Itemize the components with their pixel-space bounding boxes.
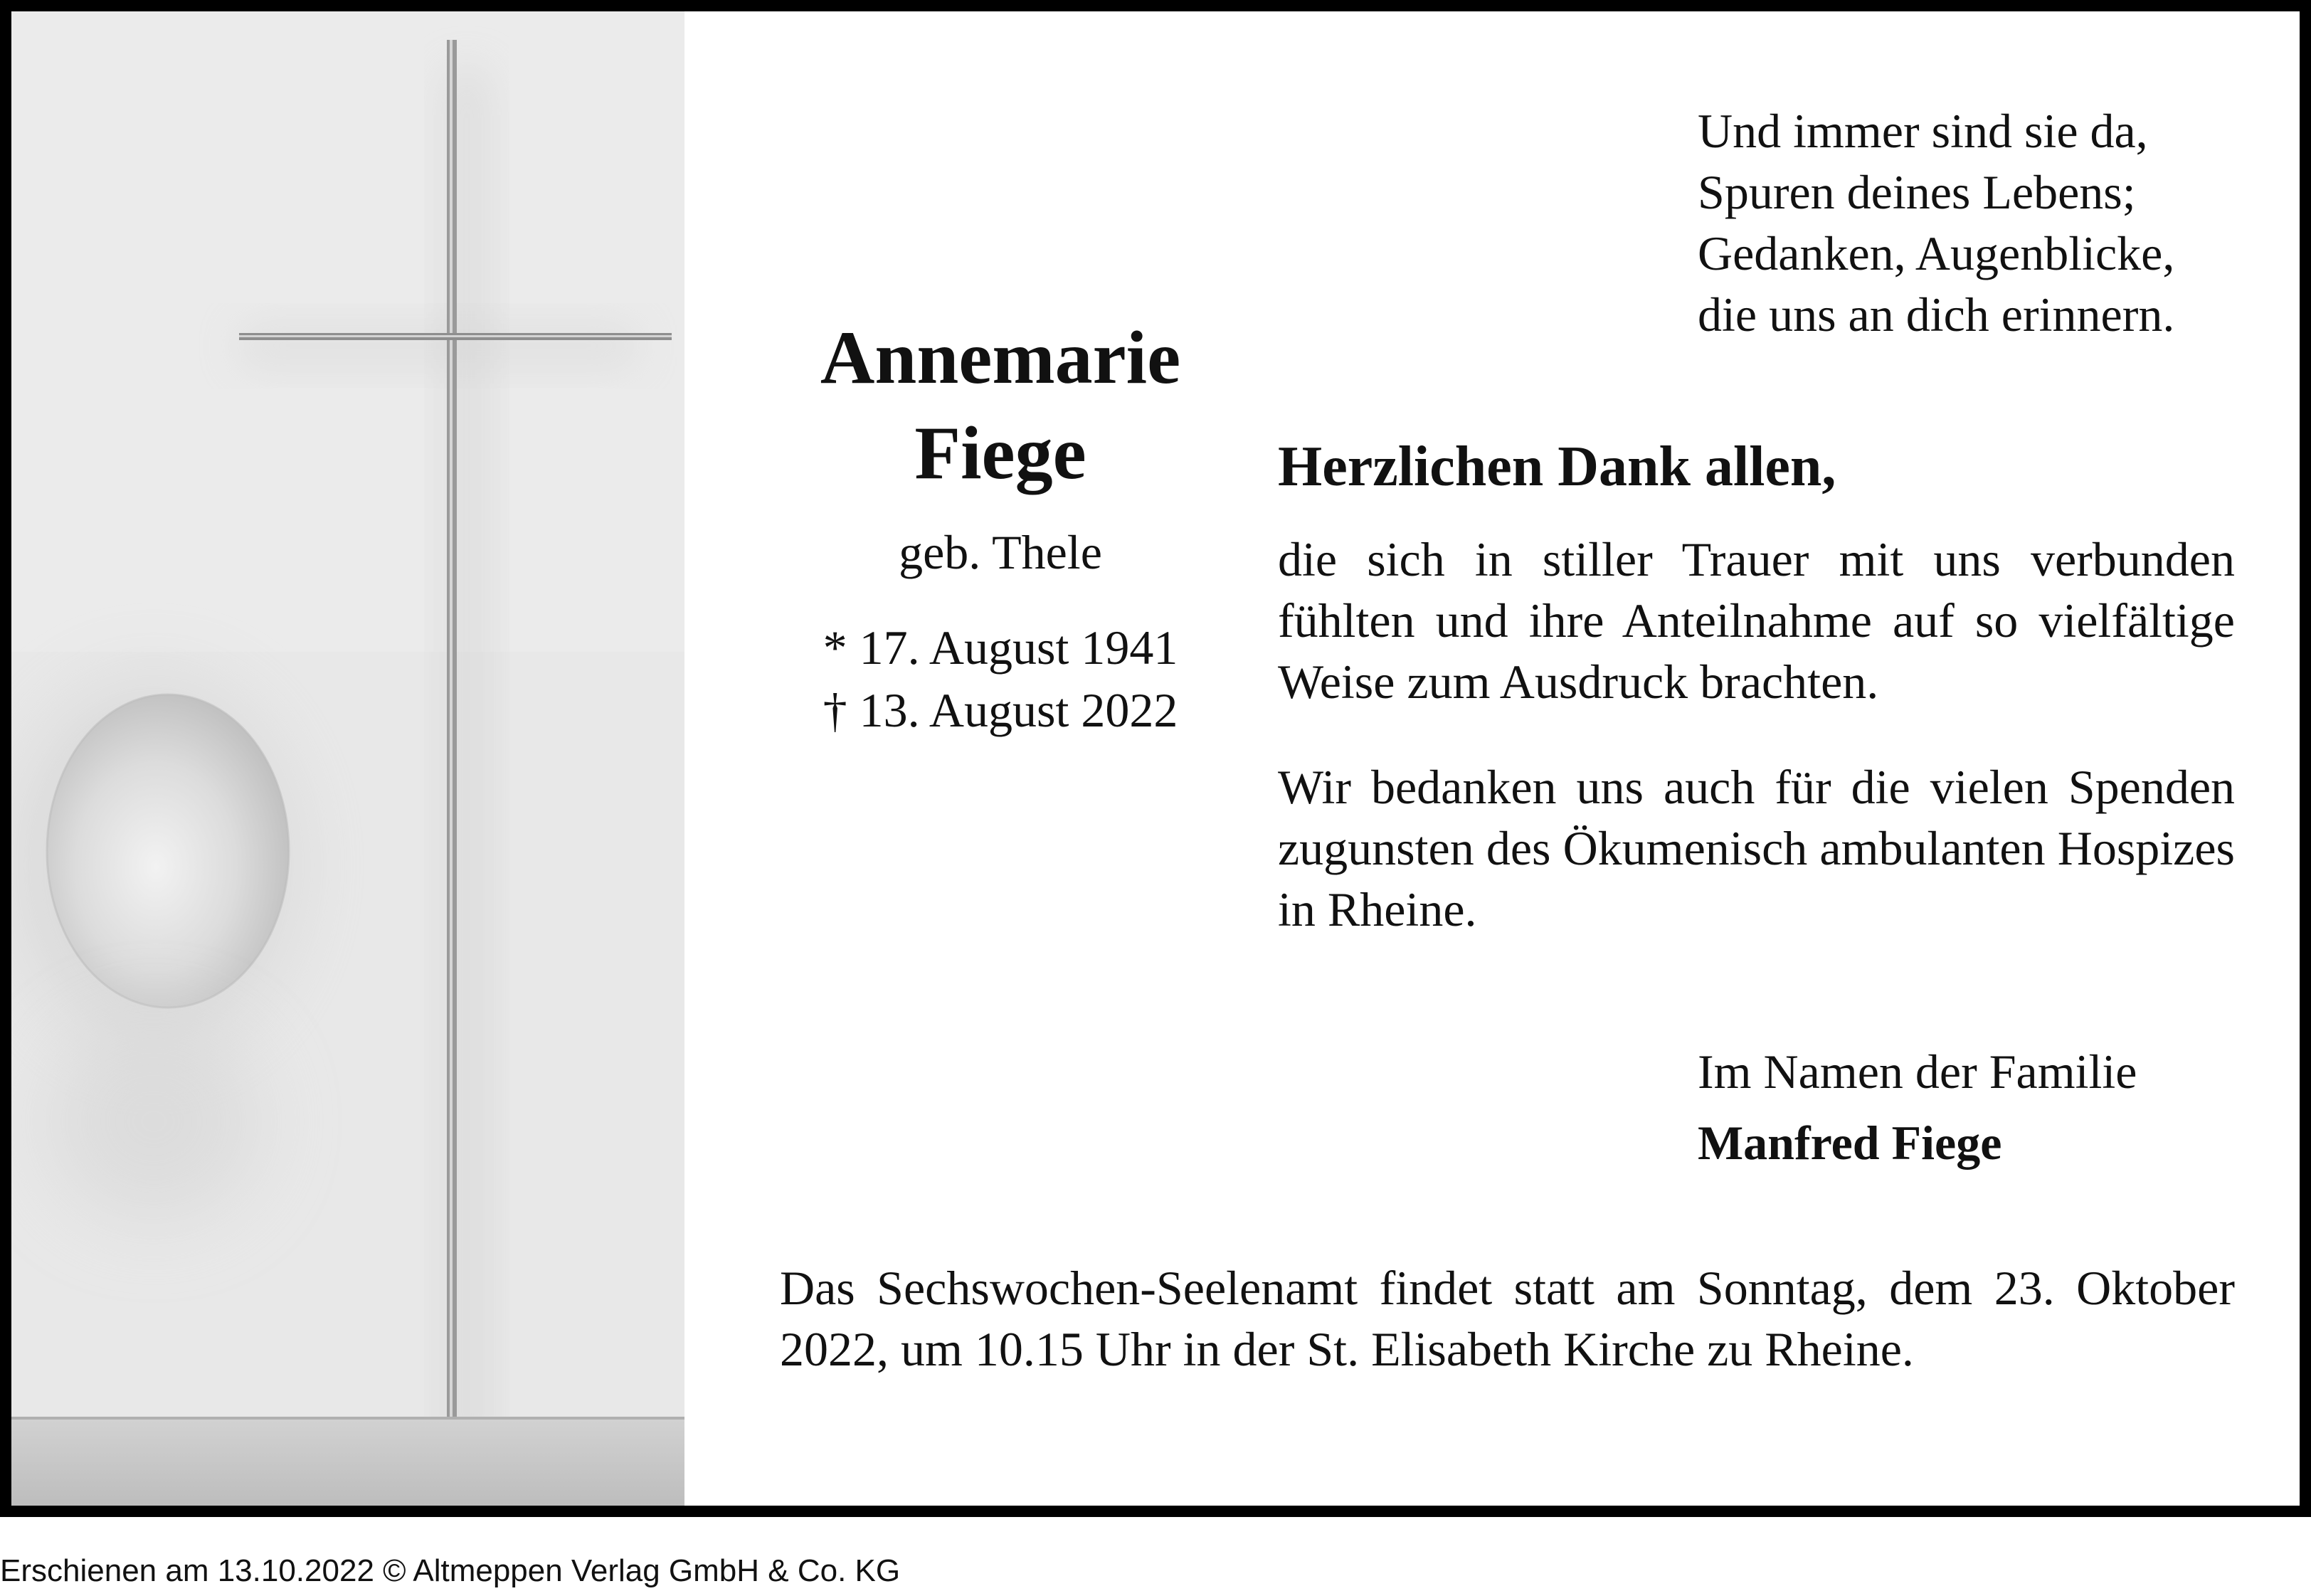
cross-icon [11,11,684,1506]
service-notice: Das Sechswochen-Seelenamt findet statt am Sonntag, dem 23. Oktober 2022, um 10.15 Uhr in der St. Elisabeth Kirche zu Rheine. [780,1261,2235,1376]
donation-paragraph: Wir bedanken uns auch für die vielen Spenden zugunsten des Ökumenisch ambulanten Hospizes in Rheine. [1278,760,2235,936]
life-dates [758,616,1242,741]
cross-photo [11,11,684,1506]
poem-line: Gedanken, Augenblicke, [1698,226,2175,280]
birth-name: geb. Thele [899,525,1102,579]
memorial-poem [1698,100,2238,345]
birth-date: * 17. August 1941 [823,620,1178,675]
deceased-name [758,310,1242,501]
deceased-first-name: Annemarie [820,316,1181,399]
poem-line: Spuren deines Lebens; [1698,165,2136,219]
deceased-last-name: Fiege [914,411,1086,495]
thanks-paragraph: die sich in stiller Trauer mit uns verbunden fühlten und ihre Anteilnahme auf so vielfältige Weise zum Ausdruck brachten. [1278,532,2235,709]
signature-line: Im Namen der Familie [1698,1045,2137,1099]
publication-footer: Erschienen am 13.10.2022 © Altmeppen Verlag GmbH & Co. KG [0,1553,901,1588]
signature-name: Manfred Fiege [1698,1116,2002,1170]
thanks-heading: Herzlichen Dank allen, [1278,435,1836,498]
poem-line: die uns an dich erinnern. [1698,287,2175,342]
poem-line: Und immer sind sie da, [1698,104,2148,158]
death-date: † 13. August 2022 [823,683,1178,737]
